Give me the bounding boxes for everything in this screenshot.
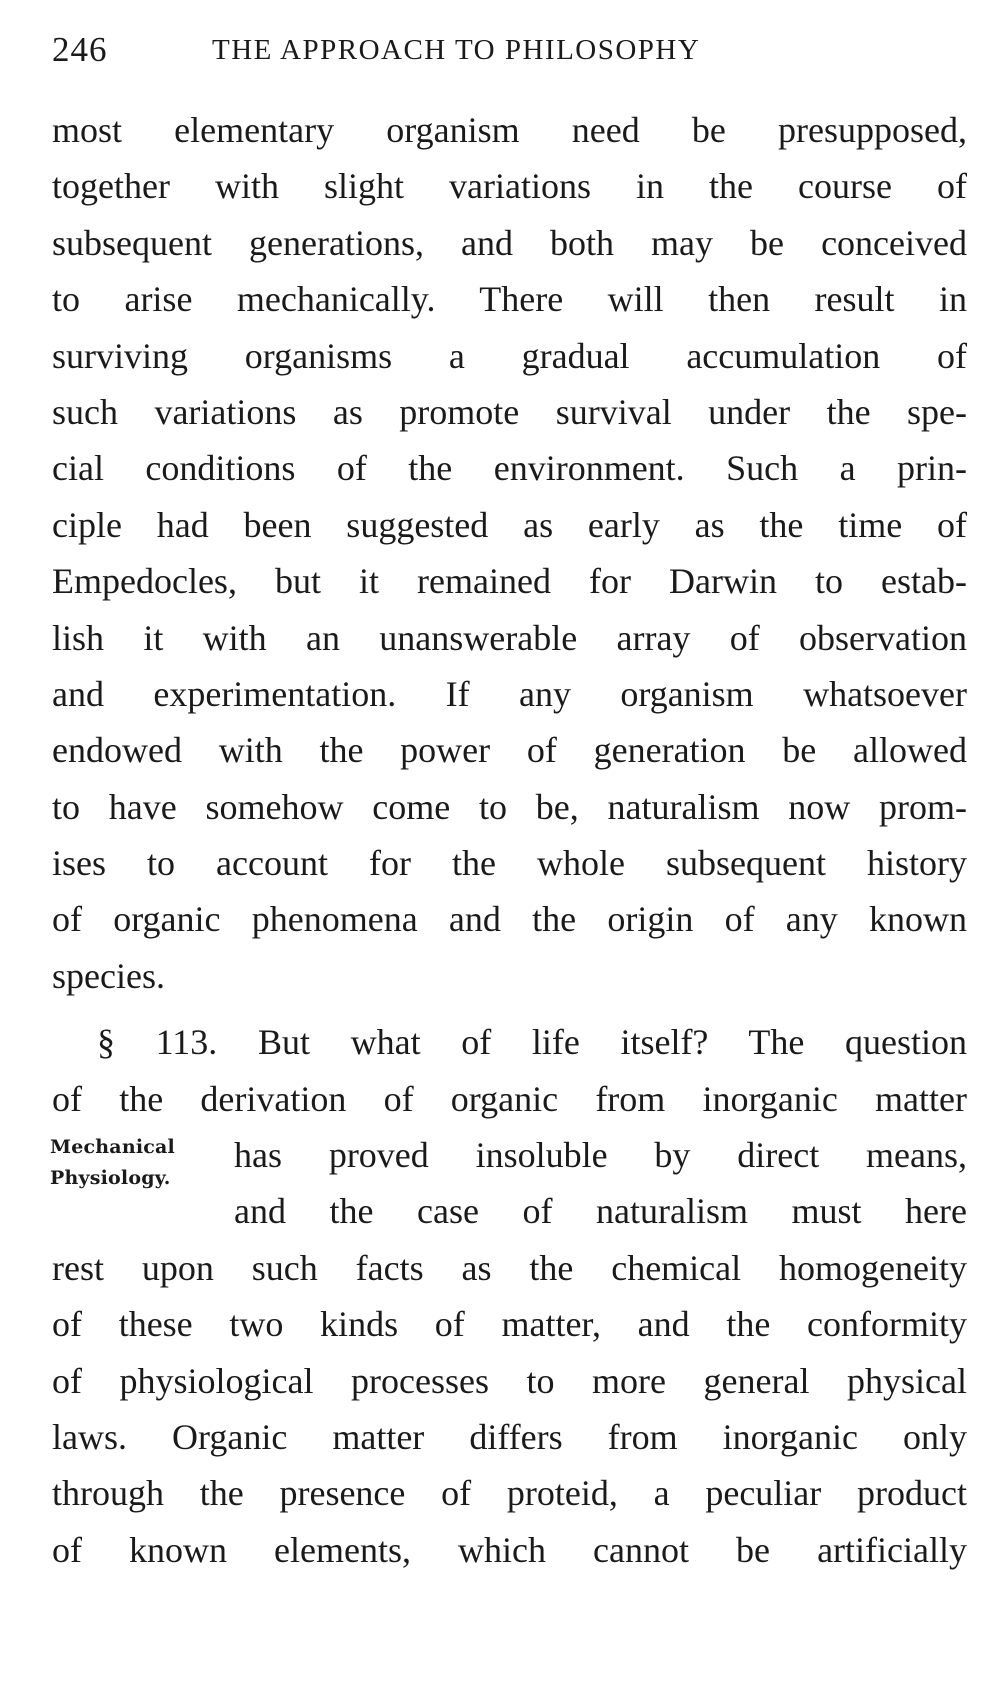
- text-line: to arise mechanically. There will then result in: [52, 279, 967, 320]
- text-line: has proved insoluble by direct means,: [234, 1135, 967, 1176]
- text-line: of physiological processes to more general physical: [52, 1360, 967, 1401]
- page-header: [52, 22, 952, 82]
- paragraph-gap: [52, 1004, 967, 1014]
- text-line: most elementary organism need be presupposed,: [52, 110, 967, 150]
- text-line: rest upon such facts as the chemical homogeneity: [52, 1247, 967, 1288]
- text-line: such variations as promote survival under the spe-: [52, 391, 967, 432]
- text-line: together with slight variations in the course of: [52, 166, 967, 207]
- section-heading-line: § 113. But what of life itself? The question: [97, 1022, 967, 1063]
- text-line: ciple had been suggested as early as the time of: [52, 504, 967, 545]
- text-line: of the derivation of organic from inorganic matter: [52, 1078, 967, 1119]
- text-line: Empedocles, but it remained for Darwin to estab-: [52, 561, 967, 602]
- text-line: surviving organisms a gradual accumulation of: [52, 335, 967, 376]
- text-line: species.: [52, 955, 165, 996]
- text-line: laws. Organic matter differs from inorganic only: [52, 1416, 967, 1457]
- text-line: and the case of naturalism must here: [234, 1191, 967, 1232]
- text-line: and experimentation. If any organism whatsoever: [52, 673, 967, 714]
- text-line: to have somehow come to be, naturalism now prom-: [52, 786, 967, 827]
- page-number: 246: [52, 30, 108, 69]
- text-line: of known elements, which cannot be artificially: [52, 1529, 967, 1570]
- text-line: through the presence of proteid, a peculiar product: [52, 1473, 967, 1514]
- body-text: [52, 102, 967, 1578]
- margin-sidenote: [50, 1132, 220, 1194]
- text-line: lish it with an unanswerable array of observation: [52, 617, 967, 658]
- text-line: subsequent generations, and both may be conceived: [52, 222, 967, 263]
- text-line: of organic phenomena and the origin of any known: [52, 899, 967, 940]
- sidenote-line: Physiology.: [50, 1167, 171, 1189]
- text-line: ises to account for the whole subsequent history: [52, 843, 967, 884]
- running-title: THE APPROACH TO PHILOSOPHY: [212, 34, 701, 66]
- sidenote-line: Mechanical: [50, 1136, 175, 1158]
- text-line: cial conditions of the environment. Such a prin-: [52, 448, 967, 489]
- text-line: of these two kinds of matter, and the conformity: [52, 1304, 967, 1345]
- text-line: endowed with the power of generation be allowed: [52, 730, 967, 771]
